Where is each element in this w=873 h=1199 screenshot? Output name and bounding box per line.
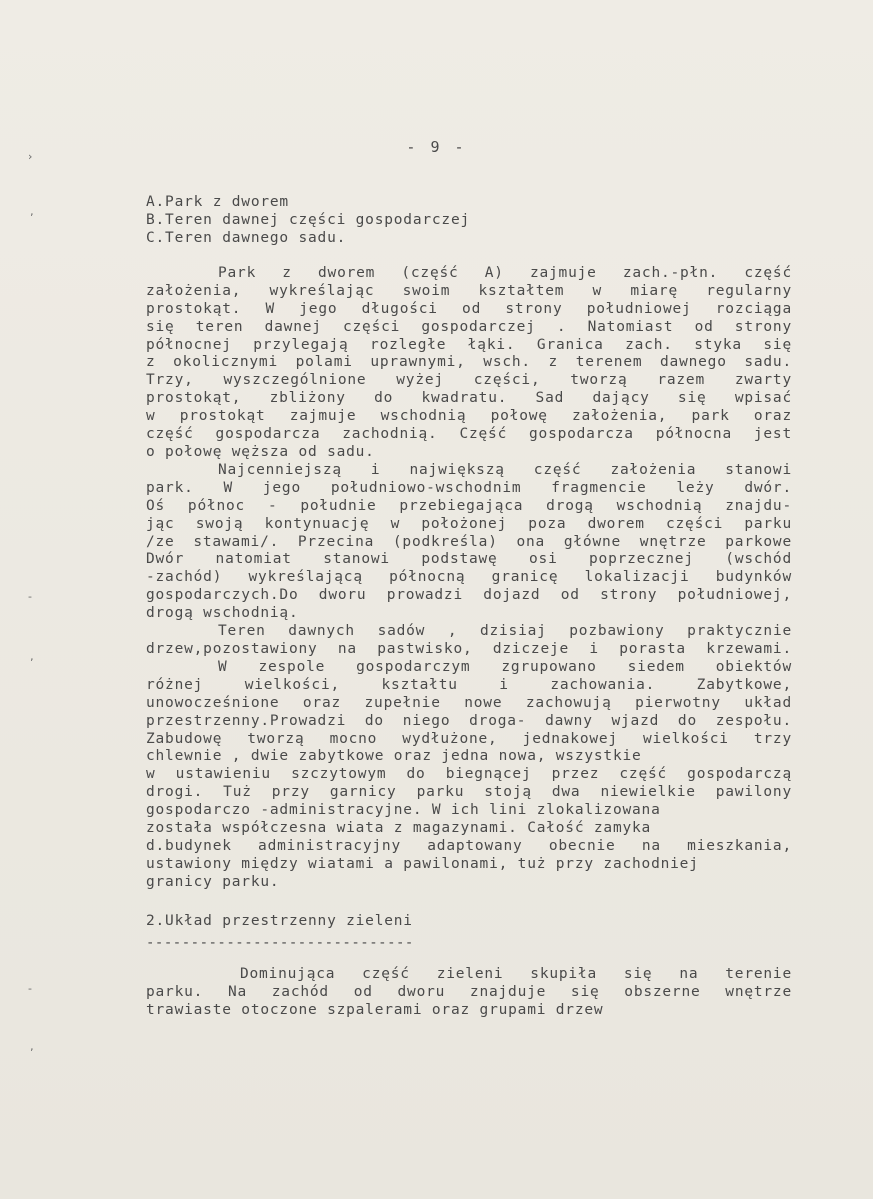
text-line: Trzy, wyszczególnione wyżej części, tworzą razem zwarty	[146, 372, 792, 389]
margin-mark: -	[28, 590, 32, 603]
text-line: Teren dawnych sadów , dzisiaj pozbawiony praktycznie	[218, 623, 792, 639]
margin-mark: ‚	[30, 205, 34, 218]
text-line: przestrzenny.Prowadzi do niego droga- dawny wjazd do zespołu.	[146, 712, 792, 729]
text-line: Dominująca część zieleni skupiła się na terenie	[240, 966, 792, 982]
text-line: została współczesna wiata z magazynami. Całość zamyka	[146, 820, 652, 837]
text-line: drogi. Tuż przy garnicy parku stoją dwa niewielkie pawilony	[146, 784, 792, 801]
text-line: założenia, wykreślając swoim kształtem w miarę regularny	[146, 282, 792, 299]
margin-mark: -	[28, 982, 32, 995]
paragraph-2	[146, 462, 792, 623]
text-line: d.budynek administracyjny adaptowany obecnie na mieszkania,	[146, 837, 792, 854]
section-underline: ------------------------------	[146, 935, 414, 951]
text-line: park. W jego południowo-wschodnim fragmencie leży dwór.	[146, 479, 792, 496]
text-line: parku. Na zachód od dworu znajduje się obszerne wnętrze	[146, 983, 792, 1000]
text-line: -zachód) wykreślającą północną granicę lokalizacji budynków	[146, 569, 792, 586]
text-line: drogą wschodnią.	[146, 605, 299, 622]
paragraph-1	[146, 265, 792, 462]
text-line: z okolicznymi polami uprawnymi, wsch. z terenem dawnego sadu.	[146, 354, 792, 371]
text-line: prostokąt. W jego długości od strony południowej rozciąga	[146, 300, 792, 317]
margin-mark: ‚	[30, 1040, 34, 1053]
text-line: część gospodarcza zachodnią. Część gospodarcza północna jest	[146, 426, 792, 443]
text-line: prostokąt, zbliżony do kwadratu. Sad dający się wpisać	[146, 390, 792, 407]
text-line: gospodarczo -administracyjne. W ich lini zlokalizowana	[146, 802, 661, 819]
page-number: - 9 -	[406, 138, 467, 156]
text-line: W zespole gospodarczym zgrupowano siedem obiektów	[218, 659, 792, 675]
paragraph-4	[146, 659, 792, 892]
text-line: unowocześnione oraz zupełnie nowe zachowują pierwotny układ	[146, 694, 792, 711]
text-line: Park z dworem (część A) zajmuje zach.-płn. część	[218, 265, 792, 281]
list-item: A.Park z dworem	[146, 194, 289, 210]
text-line: trawiaste otoczone szpalerami oraz grupami drzew	[146, 1001, 604, 1018]
paragraph-5	[146, 966, 792, 1020]
section-heading	[146, 913, 792, 931]
text-line: różnej wielkości, kształtu i zachowania. Zabytkowe,	[146, 676, 792, 693]
text-line: Oś północ - południe przebiegająca drogą wschodnią znajdu-	[146, 497, 792, 514]
text-line: gospodarczych.Do dworu prowadzi dojazd od strony południowej,	[146, 587, 792, 604]
text-line: chlewnie , dwie zabytkowe oraz jedna nowa, wszystkie	[146, 748, 642, 765]
text-line: /ze stawami/. Przecina (podkreśla) ona główne wnętrze parkowe	[146, 533, 792, 550]
text-line: ustawiony między wiatami a pawilonami, tuż przy zachodniej	[146, 855, 699, 872]
text-line: Dwór natomiat stanowi podstawę osi poprzecznej (wschód	[146, 551, 792, 568]
list	[146, 194, 792, 248]
list-item: C.Teren dawnego sadu.	[146, 229, 347, 246]
text-line: w ustawieniu szczytowym do biegnącej przez część gospodarczą	[146, 766, 792, 783]
paragraph-3	[146, 623, 792, 659]
text-line: jąc swoją kontynuację w położonej poza dworem części parku	[146, 515, 792, 532]
text-line: Najcenniejszą i największą część założenia stanowi	[218, 462, 792, 478]
margin-mark: ›	[28, 150, 33, 163]
text-line: drzew,pozostawiony na pastwisko, dziczeje i porasta krzewami.	[146, 640, 792, 657]
margin-mark: ‚	[30, 650, 34, 663]
text-line: się teren dawnej części gospodarczej . Natomiast od strony	[146, 318, 792, 335]
section-title: 2.Układ przestrzenny zieleni	[146, 913, 413, 929]
text-line: o połowę węższa od sadu.	[146, 443, 375, 460]
list-item: B.Teren dawnej części gospodarczej	[146, 211, 471, 228]
text-line: Zabudowę tworzą mocno wydłużone, jednakowej wielkości trzy	[146, 730, 792, 747]
text-line: północnej przylegają rozległe łąki. Granica zach. styka się	[146, 336, 792, 353]
text-line: w prostokąt zajmuje wschodnią połowę założenia, park oraz	[146, 408, 792, 425]
text-line: granicy parku.	[146, 873, 280, 890]
